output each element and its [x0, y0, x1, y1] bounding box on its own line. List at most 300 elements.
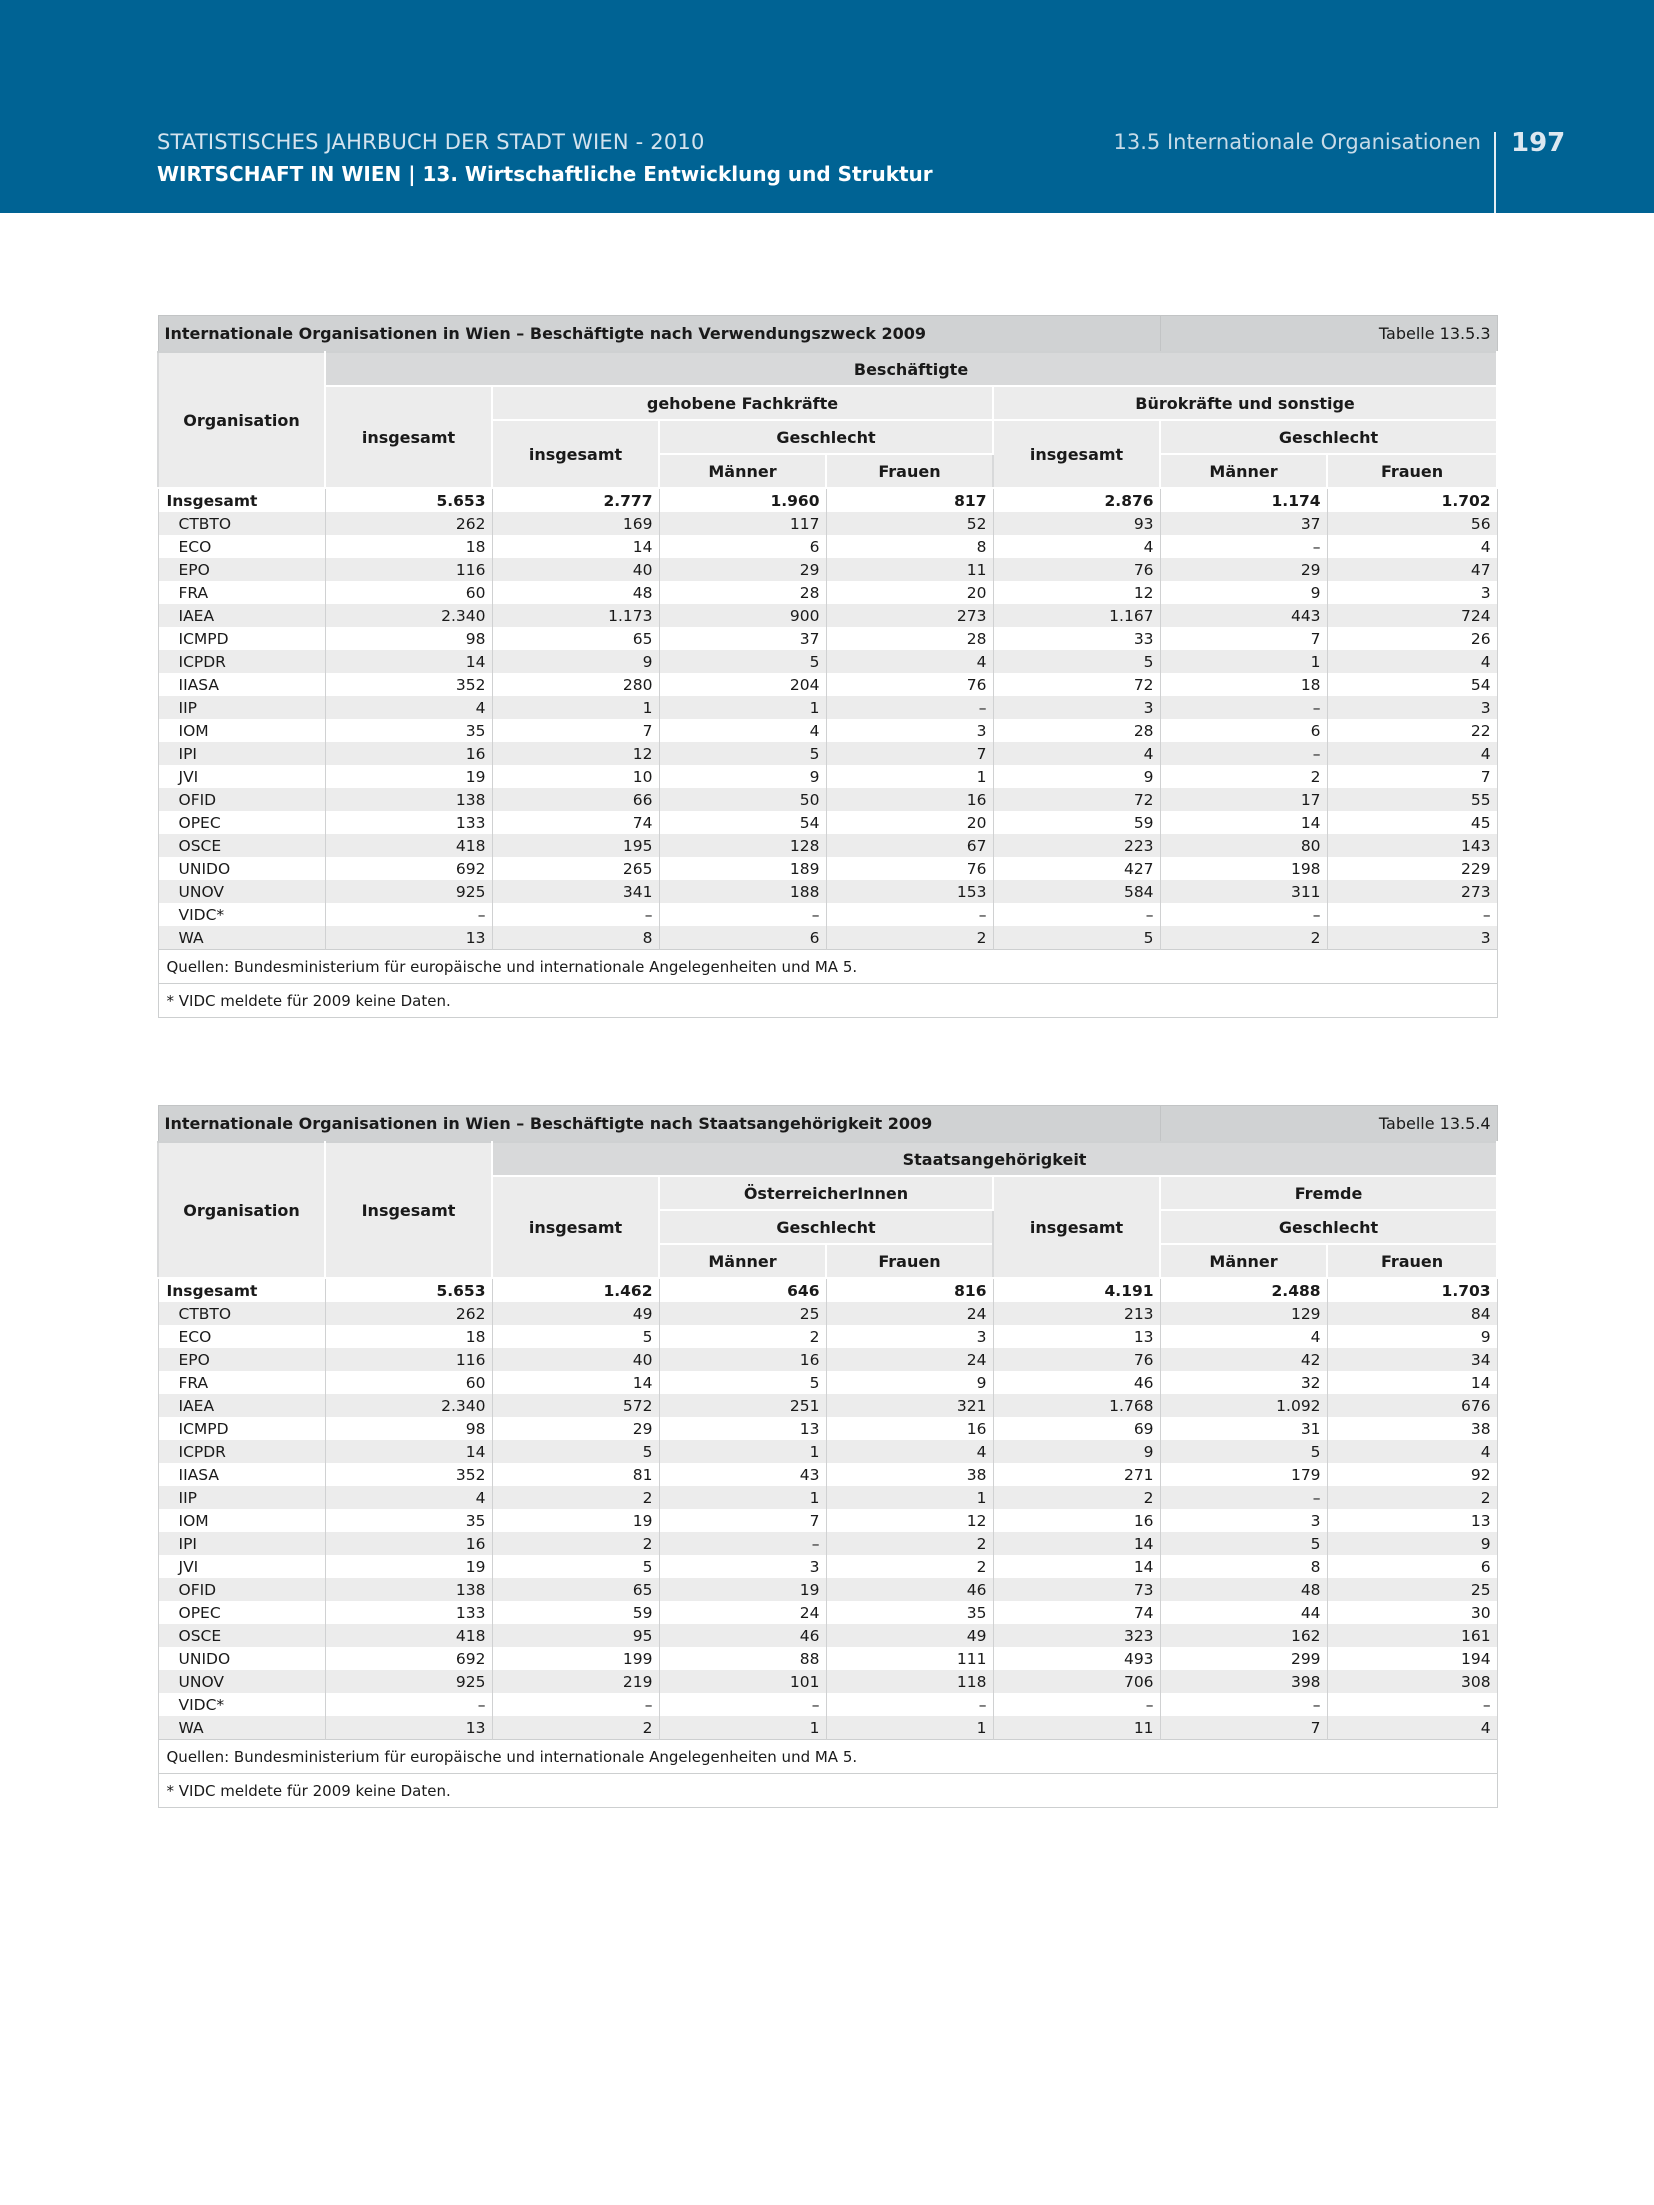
value-cell: 9 [993, 1440, 1160, 1463]
value-cell: 7 [1160, 1716, 1327, 1740]
group-header-beschaeftigte: Beschäftigte [325, 352, 1497, 386]
value-cell: 46 [659, 1624, 826, 1647]
value-cell: 4 [1160, 1325, 1327, 1348]
col-oesterreicher-frauen: Frauen [826, 1244, 993, 1278]
org-name-cell: IPI [158, 742, 325, 765]
value-cell: 418 [325, 1624, 492, 1647]
value-cell: 1 [826, 765, 993, 788]
footnote-row [158, 984, 1497, 1018]
value-cell: 2 [826, 926, 993, 950]
value-cell: 2 [659, 1325, 826, 1348]
value-cell: 676 [1327, 1394, 1497, 1417]
value-cell: – [1160, 1486, 1327, 1509]
value-cell: 5 [492, 1325, 659, 1348]
value-cell: 133 [325, 1601, 492, 1624]
value-cell: 9 [1160, 581, 1327, 604]
value-cell: 352 [325, 673, 492, 696]
value-cell: 3 [1327, 696, 1497, 719]
table-row [158, 903, 1497, 926]
value-cell: 2.340 [325, 604, 492, 627]
value-cell: 352 [325, 1463, 492, 1486]
value-cell: 5 [492, 1555, 659, 1578]
value-cell: 179 [1160, 1463, 1327, 1486]
value-cell: 219 [492, 1670, 659, 1693]
value-cell: 13 [659, 1417, 826, 1440]
col-fachkraefte-total: insgesamt [492, 420, 659, 488]
footnote: * VIDC meldete für 2009 keine Daten. [158, 984, 1497, 1018]
table-row [158, 650, 1497, 673]
value-cell: 16 [659, 1348, 826, 1371]
value-cell: 321 [826, 1394, 993, 1417]
table-row [158, 1624, 1497, 1647]
value-cell: 265 [492, 857, 659, 880]
table-row [158, 1417, 1497, 1440]
table-row [158, 1371, 1497, 1394]
value-cell: 44 [1160, 1601, 1327, 1624]
value-cell: 4 [826, 1440, 993, 1463]
col-fremde-frauen: Frauen [1327, 1244, 1497, 1278]
table-row [158, 1440, 1497, 1463]
header-divider [1494, 132, 1496, 213]
value-cell: 37 [1160, 512, 1327, 535]
value-cell: 72 [993, 673, 1160, 696]
org-name-cell: OSCE [158, 834, 325, 857]
value-cell: 198 [1160, 857, 1327, 880]
table-title: Internationale Organisationen in Wien – Beschäftigte nach Staatsangehörigkeit 2009 [158, 1106, 1160, 1143]
value-cell: 9 [826, 1371, 993, 1394]
value-cell: 24 [826, 1348, 993, 1371]
footnote-row [158, 1774, 1497, 1808]
col-fachkraefte-maenner: Männer [659, 454, 826, 488]
group-header-oesterreicher: ÖsterreicherInnen [659, 1176, 993, 1210]
value-cell: 49 [826, 1624, 993, 1647]
col-fremde-total: insgesamt [993, 1176, 1160, 1278]
org-name-cell: WA [158, 1716, 325, 1740]
value-cell: 2 [993, 1486, 1160, 1509]
value-cell: 6 [1160, 719, 1327, 742]
value-cell: 584 [993, 880, 1160, 903]
table-verwendungszweck [157, 315, 1498, 1018]
value-cell: 38 [1327, 1417, 1497, 1440]
value-cell: 40 [492, 1348, 659, 1371]
col-oesterreicher-maenner: Männer [659, 1244, 826, 1278]
value-cell: 5.653 [325, 1278, 492, 1302]
value-cell: 19 [492, 1509, 659, 1532]
value-cell: 84 [1327, 1302, 1497, 1325]
org-name-cell: OFID [158, 1578, 325, 1601]
value-cell: 5 [1160, 1532, 1327, 1555]
value-cell: 925 [325, 1670, 492, 1693]
org-name-cell: OFID [158, 788, 325, 811]
group-header-staatsangehoerigkeit: Staatsangehörigkeit [492, 1142, 1497, 1176]
value-cell: – [826, 696, 993, 719]
value-cell: 24 [826, 1302, 993, 1325]
org-name-cell: ICPDR [158, 1440, 325, 1463]
value-cell: 5 [492, 1440, 659, 1463]
value-cell: 73 [993, 1578, 1160, 1601]
value-cell: 2.488 [1160, 1278, 1327, 1302]
table-row [158, 1302, 1497, 1325]
value-cell: 3 [826, 1325, 993, 1348]
value-cell: 9 [1327, 1325, 1497, 1348]
value-cell: 271 [993, 1463, 1160, 1486]
value-cell: 5 [993, 650, 1160, 673]
value-cell: 229 [1327, 857, 1497, 880]
value-cell: 273 [826, 604, 993, 627]
col-buerokraefte-frauen: Frauen [1327, 454, 1497, 488]
value-cell: 19 [659, 1578, 826, 1601]
value-cell: 16 [325, 742, 492, 765]
col-organisation: Organisation [158, 352, 325, 488]
table-row [158, 1693, 1497, 1716]
value-cell: 28 [659, 581, 826, 604]
value-cell: 5 [659, 742, 826, 765]
value-cell: 398 [1160, 1670, 1327, 1693]
value-cell: 3 [1327, 926, 1497, 950]
value-cell: 3 [993, 696, 1160, 719]
table-row [158, 742, 1497, 765]
value-cell: 59 [492, 1601, 659, 1624]
table-row [158, 581, 1497, 604]
value-cell: 14 [325, 1440, 492, 1463]
col-organisation: Organisation [158, 1142, 325, 1278]
value-cell: 37 [659, 627, 826, 650]
org-name-cell: ECO [158, 535, 325, 558]
value-cell: 816 [826, 1278, 993, 1302]
value-cell: 1.703 [1327, 1278, 1497, 1302]
value-cell: 8 [1160, 1555, 1327, 1578]
table-row [158, 926, 1497, 950]
value-cell: 308 [1327, 1670, 1497, 1693]
value-cell: 5 [659, 1371, 826, 1394]
value-cell: 13 [325, 926, 492, 950]
value-cell: 22 [1327, 719, 1497, 742]
value-cell: 4 [1327, 650, 1497, 673]
value-cell: 1 [659, 1716, 826, 1740]
value-cell: 76 [826, 857, 993, 880]
value-cell: 38 [826, 1463, 993, 1486]
subgroup-geschlecht-a: Geschlecht [659, 1210, 993, 1244]
value-cell: 60 [325, 1371, 492, 1394]
value-cell: 18 [325, 535, 492, 558]
value-cell: 188 [659, 880, 826, 903]
value-cell: 7 [826, 742, 993, 765]
value-cell: 2 [1160, 926, 1327, 950]
value-cell: 161 [1327, 1624, 1497, 1647]
value-cell: 29 [659, 558, 826, 581]
table-row [158, 604, 1497, 627]
table-row [158, 627, 1497, 650]
value-cell: 5 [1160, 1440, 1327, 1463]
value-cell: 1.167 [993, 604, 1160, 627]
value-cell: 14 [993, 1532, 1160, 1555]
col-fachkraefte-frauen: Frauen [826, 454, 993, 488]
org-name-cell: ECO [158, 1325, 325, 1348]
group-header-fachkraefte: gehobene Fachkräfte [492, 386, 993, 420]
value-cell: 341 [492, 880, 659, 903]
org-name-cell: Insgesamt [158, 1278, 325, 1302]
value-cell: 40 [492, 558, 659, 581]
value-cell: 14 [1160, 811, 1327, 834]
page-number: 197 [1511, 128, 1566, 158]
value-cell: 52 [826, 512, 993, 535]
value-cell: 3 [659, 1555, 826, 1578]
header-band [0, 0, 1654, 213]
org-name-cell: IPI [158, 1532, 325, 1555]
value-cell: 7 [659, 1509, 826, 1532]
value-cell: 45 [1327, 811, 1497, 834]
value-cell: 3 [1327, 581, 1497, 604]
value-cell: 35 [325, 1509, 492, 1532]
table-row [158, 1601, 1497, 1624]
value-cell: 724 [1327, 604, 1497, 627]
value-cell: 1 [659, 1440, 826, 1463]
value-cell: 16 [325, 1532, 492, 1555]
value-cell: 273 [1327, 880, 1497, 903]
org-name-cell: OSCE [158, 1624, 325, 1647]
table-row [158, 857, 1497, 880]
value-cell: 60 [325, 581, 492, 604]
table-staatsangehoerigkeit [157, 1105, 1498, 1808]
value-cell: – [1160, 696, 1327, 719]
value-cell: 129 [1160, 1302, 1327, 1325]
value-cell: 24 [659, 1601, 826, 1624]
org-name-cell: CTBTO [158, 512, 325, 535]
value-cell: 323 [993, 1624, 1160, 1647]
org-name-cell: ICPDR [158, 650, 325, 673]
total-row [158, 1278, 1497, 1302]
total-row [158, 488, 1497, 512]
table-row [158, 811, 1497, 834]
source-note: Quellen: Bundesministerium für europäische und internationale Angelegenheiten und MA 5. [158, 950, 1497, 984]
table-title-row [158, 316, 1497, 353]
value-cell: 28 [993, 719, 1160, 742]
value-cell: 18 [325, 1325, 492, 1348]
value-cell: 4 [826, 650, 993, 673]
org-name-cell: EPO [158, 558, 325, 581]
table-row [158, 1716, 1497, 1740]
value-cell: 111 [826, 1647, 993, 1670]
value-cell: 80 [1160, 834, 1327, 857]
org-name-cell: FRA [158, 581, 325, 604]
value-cell: 6 [1327, 1555, 1497, 1578]
value-cell: 14 [325, 650, 492, 673]
value-cell: 59 [993, 811, 1160, 834]
value-cell: 12 [826, 1509, 993, 1532]
value-cell: 65 [492, 627, 659, 650]
value-cell: 48 [492, 581, 659, 604]
table-row [158, 512, 1497, 535]
value-cell: 213 [993, 1302, 1160, 1325]
value-cell: 72 [993, 788, 1160, 811]
value-cell: 65 [492, 1578, 659, 1601]
value-cell: 10 [492, 765, 659, 788]
org-name-cell: ICMPD [158, 627, 325, 650]
value-cell: 493 [993, 1647, 1160, 1670]
value-cell: 30 [1327, 1601, 1497, 1624]
value-cell: 31 [1160, 1417, 1327, 1440]
value-cell: 92 [1327, 1463, 1497, 1486]
value-cell: – [492, 1693, 659, 1716]
source-row [158, 1740, 1497, 1774]
value-cell: 56 [1327, 512, 1497, 535]
table-row [158, 1647, 1497, 1670]
value-cell: 69 [993, 1417, 1160, 1440]
value-cell: 169 [492, 512, 659, 535]
value-cell: 1.174 [1160, 488, 1327, 512]
value-cell: 116 [325, 1348, 492, 1371]
value-cell: 2 [826, 1555, 993, 1578]
value-cell: 262 [325, 512, 492, 535]
value-cell: 42 [1160, 1348, 1327, 1371]
value-cell: 11 [826, 558, 993, 581]
value-cell: 7 [1327, 765, 1497, 788]
value-cell: 67 [826, 834, 993, 857]
org-name-cell: EPO [158, 1348, 325, 1371]
value-cell: 1 [659, 696, 826, 719]
value-cell: 16 [826, 1417, 993, 1440]
value-cell: 3 [1160, 1509, 1327, 1532]
value-cell: 1 [826, 1716, 993, 1740]
value-cell: 14 [492, 1371, 659, 1394]
value-cell: 2 [1160, 765, 1327, 788]
value-cell: 16 [993, 1509, 1160, 1532]
value-cell: 4 [325, 1486, 492, 1509]
value-cell: 17 [1160, 788, 1327, 811]
value-cell: 34 [1327, 1348, 1497, 1371]
org-name-cell: OPEC [158, 811, 325, 834]
value-cell: 900 [659, 604, 826, 627]
value-cell: 3 [826, 719, 993, 742]
value-cell: 98 [325, 1417, 492, 1440]
value-cell: 8 [826, 535, 993, 558]
value-cell: 204 [659, 673, 826, 696]
value-cell: 706 [993, 1670, 1160, 1693]
value-cell: 66 [492, 788, 659, 811]
source-note: Quellen: Bundesministerium für europäische und internationale Angelegenheiten und MA 5. [158, 1740, 1497, 1774]
value-cell: 95 [492, 1624, 659, 1647]
value-cell: 26 [1327, 627, 1497, 650]
value-cell: 2.340 [325, 1394, 492, 1417]
value-cell: 1 [826, 1486, 993, 1509]
value-cell: – [1160, 742, 1327, 765]
table-row [158, 1463, 1497, 1486]
value-cell: 43 [659, 1463, 826, 1486]
col-total: insgesamt [325, 386, 492, 488]
value-cell: 93 [993, 512, 1160, 535]
value-cell: 7 [492, 719, 659, 742]
value-cell: 29 [492, 1417, 659, 1440]
col-buerokraefte-total: insgesamt [993, 420, 1160, 488]
org-name-cell: UNIDO [158, 857, 325, 880]
value-cell: 28 [826, 627, 993, 650]
value-cell: 9 [659, 765, 826, 788]
value-cell: 29 [1160, 558, 1327, 581]
value-cell: 76 [826, 673, 993, 696]
group-header-buerokraefte: Bürokräfte und sonstige [993, 386, 1497, 420]
value-cell: 4 [1327, 1716, 1497, 1740]
value-cell: 2 [826, 1532, 993, 1555]
table-number: Tabelle 13.5.3 [1160, 316, 1497, 353]
value-cell: 48 [1160, 1578, 1327, 1601]
value-cell: 5 [659, 650, 826, 673]
table-body [158, 488, 1497, 950]
table-row [158, 1555, 1497, 1578]
source-row [158, 950, 1497, 984]
value-cell: 32 [1160, 1371, 1327, 1394]
value-cell: 9 [492, 650, 659, 673]
value-cell: 1.768 [993, 1394, 1160, 1417]
value-cell: 46 [826, 1578, 993, 1601]
value-cell: – [993, 903, 1160, 926]
value-cell: 251 [659, 1394, 826, 1417]
value-cell: 646 [659, 1278, 826, 1302]
value-cell: 299 [1160, 1647, 1327, 1670]
value-cell: 138 [325, 1578, 492, 1601]
value-cell: 5.653 [325, 488, 492, 512]
value-cell: 138 [325, 788, 492, 811]
org-name-cell: IIP [158, 696, 325, 719]
org-name-cell: IOM [158, 1509, 325, 1532]
org-name-cell: VIDC* [158, 1693, 325, 1716]
value-cell: 46 [993, 1371, 1160, 1394]
table-row [158, 788, 1497, 811]
org-name-cell: CTBTO [158, 1302, 325, 1325]
subgroup-geschlecht-b: Geschlecht [1160, 420, 1497, 454]
footnote: * VIDC meldete für 2009 keine Daten. [158, 1774, 1497, 1808]
value-cell: 20 [826, 581, 993, 604]
value-cell: 4 [325, 696, 492, 719]
table-row [158, 535, 1497, 558]
table-row [158, 1325, 1497, 1348]
value-cell: 692 [325, 857, 492, 880]
org-name-cell: IIP [158, 1486, 325, 1509]
value-cell: 925 [325, 880, 492, 903]
value-cell: 14 [492, 535, 659, 558]
value-cell: 692 [325, 1647, 492, 1670]
value-cell: – [659, 903, 826, 926]
value-cell: 195 [492, 834, 659, 857]
value-cell: 223 [993, 834, 1160, 857]
value-cell: 12 [993, 581, 1160, 604]
value-cell: 74 [492, 811, 659, 834]
org-name-cell: UNOV [158, 880, 325, 903]
value-cell: 199 [492, 1647, 659, 1670]
table-row [158, 765, 1497, 788]
org-name-cell: OPEC [158, 1601, 325, 1624]
value-cell: 418 [325, 834, 492, 857]
subgroup-geschlecht-b: Geschlecht [1160, 1210, 1497, 1244]
value-cell: 162 [1160, 1624, 1327, 1647]
table-row [158, 673, 1497, 696]
value-cell: – [1160, 1693, 1327, 1716]
value-cell: 50 [659, 788, 826, 811]
table-body [158, 1278, 1497, 1740]
group-header-fremde: Fremde [1160, 1176, 1497, 1210]
value-cell: – [1327, 1693, 1497, 1716]
value-cell: – [492, 903, 659, 926]
value-cell: 47 [1327, 558, 1497, 581]
value-cell: 1.092 [1160, 1394, 1327, 1417]
value-cell: 5 [993, 926, 1160, 950]
value-cell: 311 [1160, 880, 1327, 903]
value-cell: 443 [1160, 604, 1327, 627]
value-cell: 572 [492, 1394, 659, 1417]
org-name-cell: WA [158, 926, 325, 950]
value-cell: 101 [659, 1670, 826, 1693]
org-name-cell: JVI [158, 1555, 325, 1578]
value-cell: 55 [1327, 788, 1497, 811]
